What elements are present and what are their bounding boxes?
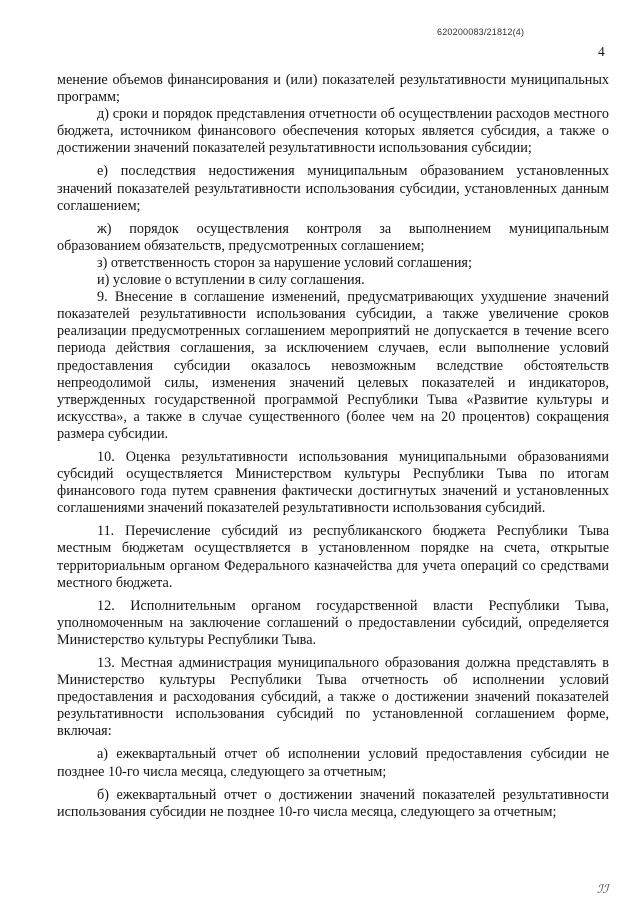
list-item-i: и) условие о вступлении в силу соглашения.	[97, 272, 365, 289]
paragraph-continuation: менение объемов финансирования и (или) показателей результативности муниципальных программ;	[57, 72, 609, 106]
handwritten-initials: ℐℐ	[597, 882, 609, 896]
list-item-a: а) ежеквартальный отчет об исполнении условий предоставления субсидии не позднее 10-го числа месяца, следующего за отчетным;	[57, 746, 609, 780]
document-body	[57, 72, 609, 821]
clause-9: 9. Внесение в соглашение изменений, предусматривающих ухудшение значений показателей результативности использования субсидии, а также увеличение сроков реализации предусмотренных соглашением мероприятий не допускается в течение всего периода действия соглашения, за исключением случаев, если выполнение условий предоставления субсидии оказалось невозможным вследствие обстоятельств непреодолимой силы, изменения значений целевых показателей и индикаторов, утвержденных государственной программой Республики Тыва «Развитие культуры и искусства», а также в случае существенного (более чем на 20 процентов) сокращения размера субсидии.	[57, 289, 609, 442]
clause-13: 13. Местная администрация муниципального образования должна представлять в Министерство культуры Республики Тыва отчетность об исполнении условий предоставления и расходования субсидий, а также о достижении значений показателей результативности использования субсидий по установленной соглашением форме, включая:	[57, 655, 609, 740]
clause-11: 11. Перечисление субсидий из республиканского бюджета Республики Тыва местным бюджетам осуществляется в установленном порядке на счета, открытые территориальным органом Федерального казначейства для учета операций со средствами местного бюджета.	[57, 523, 609, 591]
list-item-e: е) последствия недостижения муниципальным образованием установленных значений показателей результативности использования субсидии, установленных данным соглашением;	[57, 163, 609, 214]
list-item-z: з) ответственность сторон за нарушение условий соглашения;	[97, 254, 472, 271]
list-item-d: д) сроки и порядок представления отчетности об осуществлении расходов местного бюджета, источником финансового обеспечения которых является субсидия, а также о достижении значений показателей результативности использования субсидии;	[57, 106, 609, 157]
page-number: 4	[598, 44, 605, 59]
clause-10: 10. Оценка результативности использования муниципальными образованиями субсидий осуществляется Министерством культуры Республики Тыва по итогам финансового года путем сравнения фактически достигнутых значений и установленных соглашениями значений показателей результативности использования субсидий.	[57, 448, 609, 517]
clause-12: 12. Исполнительным органом государственной власти Республики Тыва, уполномоченным на заключение соглашений о предоставлении субсидий, определяется Министерство культуры Республики Тыва.	[57, 597, 609, 648]
list-item-b: б) ежеквартальный отчет о достижении значений показателей результативности использования субсидии не позднее 10-го числа месяца, следующего за отчетным;	[57, 786, 609, 820]
document-id: 620200083/21812(4)	[437, 27, 525, 37]
list-item-zh: ж) порядок осуществления контроля за выполнением муниципальным образованием обязательств, предусмотренных соглашением;	[57, 220, 609, 254]
